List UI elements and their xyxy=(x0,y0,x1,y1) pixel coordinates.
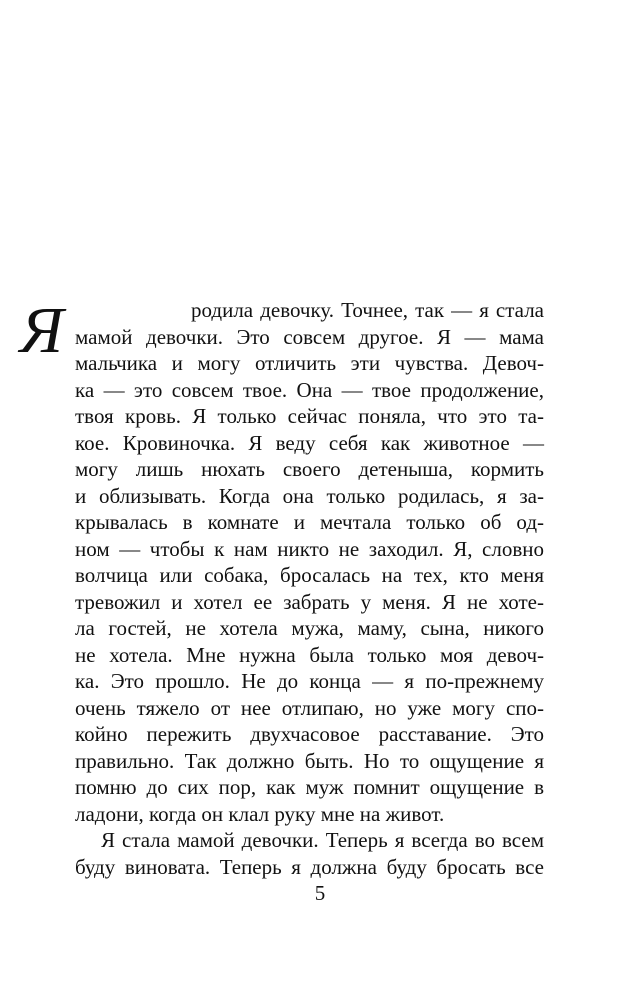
text-line: ка — это совсем твое. Она — твое продолжение, xyxy=(75,377,544,402)
text-line: ка. Это прошло. Не до конца — я по-прежнему xyxy=(75,669,544,693)
text-line: родила девочку. Точнее, так — я стала xyxy=(191,298,544,322)
drop-cap-letter: Я xyxy=(20,294,64,367)
body-text xyxy=(75,297,544,880)
text-line: буду виновата. Теперь я должна буду бросать все xyxy=(75,854,544,879)
first-line xyxy=(75,297,544,324)
text-line: очень тяжело от нее отлипаю, но уже могу спо- xyxy=(75,695,544,720)
text-line: ном — чтобы к нам никто не заходил. Я, словно xyxy=(75,536,544,561)
text-line: кое. Кровиночка. Я веду себя как животное — xyxy=(75,430,544,455)
text-line: могу лишь нюхать своего детеныша, кормить xyxy=(75,457,544,481)
text-line: койно пережить двухчасовое расставание. Это xyxy=(75,722,544,746)
text-line: помню до сих пор, как муж помнит ощущение в xyxy=(75,775,544,799)
text-line: Я стала мамой девочки. Теперь я всегда во всем xyxy=(101,828,544,852)
text-line: ладони, когда он клал руку мне на живот. xyxy=(75,801,445,826)
page-number: 5 xyxy=(314,881,326,905)
text-line: твоя кровь. Я только сейчас поняла, что это та- xyxy=(75,404,544,428)
text-line: крывалась в комнате и мечтала только об од- xyxy=(75,510,544,534)
text-line: не хотела. Мне нужна была только моя девоч- xyxy=(75,642,544,667)
text-line: и облизывать. Когда она только родилась, я за- xyxy=(75,483,544,508)
text-line: правильно. Так должно быть. Но то ощущение я xyxy=(75,748,544,773)
text-line: волчица или собака, бросалась на тех, кто меня xyxy=(75,563,544,587)
text-line: тревожил и хотел ее забрать у меня. Я не хоте- xyxy=(75,589,544,614)
text-line: мальчика и могу отличить эти чувства. Девоч- xyxy=(75,351,544,375)
text-line: мамой девочки. Это совсем другое. Я — мама xyxy=(75,324,544,349)
text-line: ла гостей, не хотела мужа, маму, сына, никого xyxy=(75,616,544,640)
